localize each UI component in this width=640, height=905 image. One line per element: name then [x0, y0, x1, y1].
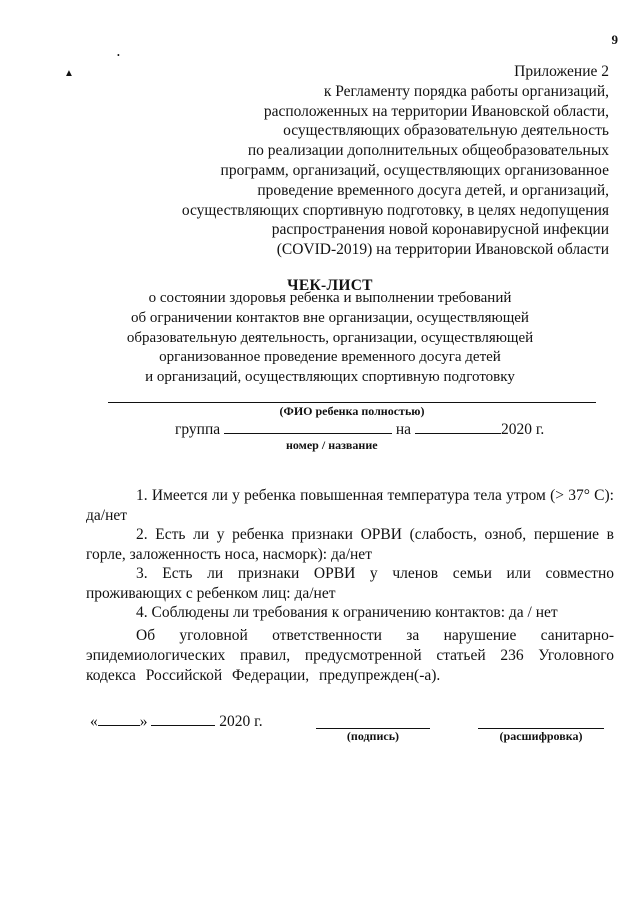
- appendix-line: (COVID-2019) на территории Ивановской области: [276, 241, 609, 259]
- subtitle-line: и организаций, осуществляющих спортивную подготовку: [145, 369, 515, 386]
- group-field-line[interactable]: [224, 420, 392, 434]
- subtitle-line: организованное проведение временного досуга детей: [159, 349, 501, 366]
- appendix-line: программ, организаций, осуществляющих организованное: [220, 161, 609, 179]
- appendix-line: проведение временного досуга детей, и организаций,: [257, 181, 609, 199]
- appendix-line: распространения новой коронавирусной инфекции: [271, 221, 609, 239]
- appendix-line: к Регламенту порядка работы организаций,: [323, 82, 609, 100]
- group-row: [175, 420, 544, 439]
- document-subtitle: [60, 289, 600, 388]
- question-item: 2. Есть ли у ребенка признаки ОРВИ (слабость, озноб, першение в горле, заложенность носа, насморк): да/нет: [86, 526, 614, 563]
- liability-warning: Об уголовной ответственности за нарушение санитарно-эпидемиологических правил, предусмотренной статьей 236 Уголовного кодекса Российской Федерации, предупрежден(-а).: [86, 627, 614, 684]
- question-item: 3. Есть ли признаки ОРВИ у членов семьи или совместно проживающих с ребенком лиц: да/нет: [86, 565, 614, 602]
- questions-list: [86, 486, 614, 623]
- date-field-line[interactable]: [415, 420, 501, 434]
- appendix-line: по реализации дополнительных общеобразовательных: [247, 142, 609, 160]
- subtitle-line: образовательную деятельность, организации, осуществляющей: [126, 329, 534, 346]
- group-hint: номер / название: [286, 438, 378, 452]
- month-field-line[interactable]: [151, 712, 215, 726]
- day-field-line[interactable]: [98, 712, 140, 726]
- child-name-field-line[interactable]: [108, 402, 596, 403]
- subtitle-line: о состоянии здоровья ребенка и выполнении требований: [148, 290, 512, 306]
- signature-year: 2020 г.: [219, 713, 263, 730]
- quote-open: «: [90, 713, 98, 730]
- quote-close: »: [139, 713, 148, 730]
- question-item: 1. Имеется ли у ребенка повышенная температура тела утром (> 37° С): да/нет: [86, 487, 614, 524]
- scan-mark-triangle: ▲: [64, 68, 74, 79]
- document-title: ЧЕК-ЛИСТ: [287, 277, 373, 294]
- appendix-line: осуществляющих образовательную деятельность: [283, 122, 609, 140]
- signature-label: (подпись): [346, 729, 400, 743]
- scan-mark-dot: •: [117, 51, 120, 60]
- child-name-hint: (ФИО ребенка полностью): [279, 404, 425, 418]
- on-label: на: [395, 421, 412, 438]
- appendix-header: [89, 62, 609, 260]
- page-number: 9: [611, 32, 618, 47]
- appendix-line: Приложение 2: [514, 63, 609, 80]
- date-signature-row: [90, 712, 263, 731]
- question-item: 4. Соблюдены ли требования к ограничению контактов: да / нет: [136, 604, 558, 621]
- appendix-line: осуществляющих спортивную подготовку, в целях недопущения: [181, 201, 609, 219]
- decoding-label: (расшифровка): [499, 729, 583, 743]
- subtitle-line: об ограничении контактов вне организации, осуществляющей: [131, 309, 529, 326]
- group-label: группа: [175, 421, 221, 438]
- group-year: 2020 г.: [500, 421, 545, 438]
- appendix-line: расположенных на территории Ивановской области,: [263, 102, 609, 120]
